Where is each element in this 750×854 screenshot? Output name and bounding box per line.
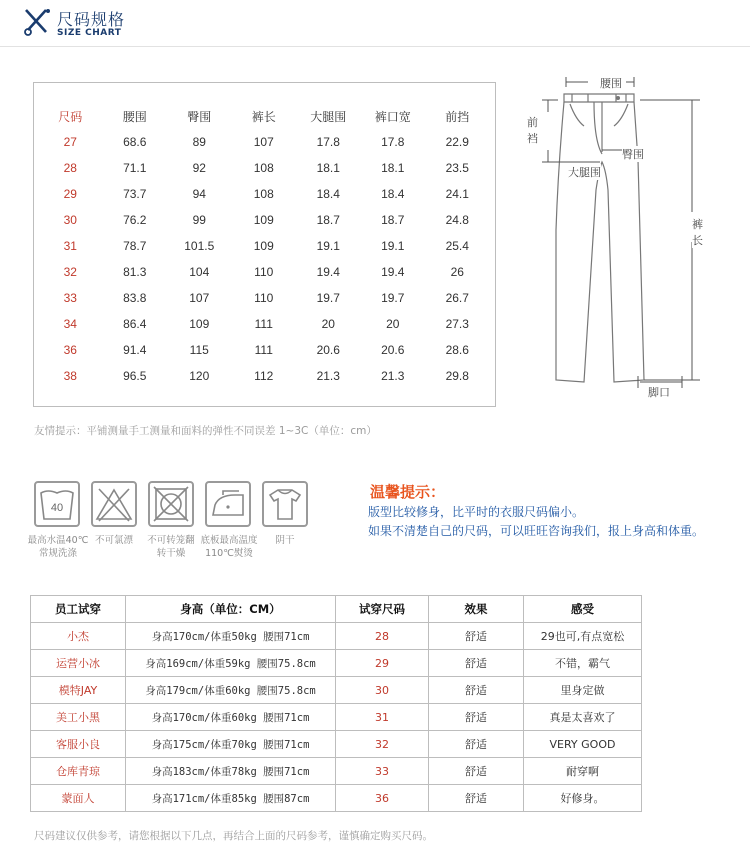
header-cell: 效果 [429,596,524,623]
header-divider [0,46,750,47]
table-row [31,785,642,812]
effect: 舒适 [429,704,524,731]
label-front-rise-1: 前 [527,116,538,129]
size-cell: 32 [63,265,77,279]
feeling: 好修身。 [524,785,642,812]
effect: 舒适 [429,731,524,758]
table-cell: 21.3 [381,369,405,383]
header-cell: 臀围 [187,109,212,124]
table-cell: 99 [192,213,206,227]
table-cell: 18.4 [381,187,405,201]
header-cell: 大腿围 [310,109,347,124]
effect: 舒适 [429,650,524,677]
table-cell: 101.5 [184,239,215,253]
body-stats: 身高170cm/体重50kg 腰围71cm [126,623,336,650]
header-cell: 前挡 [445,109,470,124]
table-cell: 109 [189,317,210,331]
try-size: 36 [336,785,429,812]
header-cell: 身高（单位：CM） [126,596,336,623]
feeling: VERY GOOD [524,731,642,758]
try-size: 32 [336,731,429,758]
table-cell: 19.1 [316,239,340,253]
table-row [31,650,642,677]
table-cell: 94 [192,187,206,201]
iron-icon [205,481,251,527]
warm-tip-line-1: 版型比较修身，比平时的衣服尺码偏小。 [368,505,585,519]
table-row [38,337,490,363]
effect: 舒适 [429,623,524,650]
table-row [38,363,490,389]
feeling: 真是太喜欢了 [524,704,642,731]
table-cell: 108 [253,187,274,201]
table-cell: 22.9 [445,135,469,149]
header-cell: 腰围 [122,109,147,124]
table-cell: 20 [386,317,400,331]
no-tumble-dry-icon [148,481,194,527]
label-hip: 臀围 [622,148,644,161]
table-row [38,259,490,285]
table-cell: 26 [450,265,464,279]
effect: 舒适 [429,677,524,704]
label-length-1: 裤 [692,218,703,231]
table-cell: 20.6 [381,343,405,357]
table-row [38,311,490,337]
size-cell: 30 [63,213,77,227]
size-cell: 31 [63,239,77,253]
effect: 舒适 [429,785,524,812]
table-cell: 112 [254,369,274,383]
header-cell: 试穿尺码 [336,596,429,623]
header-subtitle: SIZE CHART [57,28,122,38]
table-cell: 17.8 [381,135,405,149]
table-cell: 96.5 [123,369,147,383]
table-cell: 109 [253,213,274,227]
size-table-header [38,103,490,129]
shade-dry-icon [262,481,308,527]
table-cell: 111 [254,343,273,357]
table-cell: 86.4 [123,317,147,331]
size-cell: 27 [63,135,77,149]
header-cell: 裤口宽 [374,109,411,124]
table-cell: 92 [192,161,206,175]
table-cell: 19.7 [316,291,340,305]
try-on-table [30,595,642,812]
label-waist: 腰围 [600,77,622,90]
care-label-shade [262,534,308,547]
table-cell: 18.7 [381,213,405,227]
table-cell: 91.4 [123,343,147,357]
table-cell: 28.6 [445,343,469,357]
try-size: 29 [336,650,429,677]
staff-name: 仓库青琼 [31,758,126,785]
table-cell: 26.7 [445,291,469,305]
table-cell: 20.6 [316,343,340,357]
table-row [31,623,642,650]
feeling: 不错，霸气 [524,650,642,677]
try-size: 31 [336,704,429,731]
staff-name: 蒙面人 [31,785,126,812]
table-cell: 29.8 [445,369,469,383]
header-cell: 裤长 [251,109,276,124]
table-cell: 107 [253,135,274,149]
care-label-line: 不可氯漂 [94,535,133,546]
size-cell: 34 [63,317,77,331]
table-row [38,129,490,155]
care-label-line: 最高水温40℃ [27,535,89,546]
table-cell: 81.3 [123,265,147,279]
feeling: 里身定做 [524,677,642,704]
table-row [38,207,490,233]
table-cell: 76.2 [123,213,147,227]
care-label-line: 110℃熨烫 [205,548,253,559]
table-cell: 73.7 [123,187,147,201]
care-label-wash [26,534,90,560]
section-header [24,6,744,42]
table-cell: 108 [253,161,274,175]
table-cell: 120 [189,369,210,383]
table-cell: 25.4 [445,239,469,253]
table-cell: 78.7 [123,239,147,253]
table-row [31,758,642,785]
size-cell: 29 [63,187,77,201]
care-label-dry [143,534,199,560]
try-size: 30 [336,677,429,704]
table-cell: 19.7 [381,291,405,305]
try-size: 28 [336,623,429,650]
table-row [38,181,490,207]
warm-tip-line-2: 如果不清楚自己的尺码，可以旺旺咨询我们，报上身高和体重。 [368,524,705,538]
measure-tip: 友情提示：平铺测量手工测量和面料的弹性不同误差 1~3C（单位：cm） [34,425,377,437]
table-cell: 71.1 [123,161,147,175]
staff-name: 小杰 [31,623,126,650]
table-cell: 27.3 [445,317,469,331]
staff-name: 美工小黑 [31,704,126,731]
care-label-line: 不可转笼翻 [147,535,195,546]
label-hem: 脚口 [648,386,670,399]
try-on-header [31,596,642,623]
no-bleach-icon [91,481,137,527]
table-cell: 23.5 [445,161,469,175]
wash-40-icon [34,481,80,527]
care-label-line: 转干燥 [156,548,186,559]
care-label-iron [198,534,260,560]
bottom-tip: 尺码建议仅供参考，请您根据以下几点，再结合上面的尺码参考，谨慎确定购买尺码。 [34,830,433,842]
table-cell: 110 [254,265,274,279]
feeling: 耐穿啊 [524,758,642,785]
staff-name: 客服小良 [31,731,126,758]
table-cell: 18.1 [381,161,405,175]
table-cell: 89 [192,135,206,149]
table-cell: 18.4 [316,187,340,201]
label-thigh: 大腿围 [568,166,601,179]
feeling: 29也可,有点宽松 [524,623,642,650]
header-cell: 尺码 [58,109,83,124]
warm-tip-title: 温馨提示： [370,483,446,501]
table-row [31,704,642,731]
table-cell: 24.8 [445,213,469,227]
try-size: 33 [336,758,429,785]
table-cell: 110 [254,291,274,305]
size-cell: 33 [63,291,77,305]
wash-temp: 40 [50,502,64,514]
table-row [38,285,490,311]
table-cell: 107 [189,291,210,305]
body-stats: 身高171cm/体重85kg 腰围87cm [126,785,336,812]
table-cell: 104 [189,265,210,279]
table-cell: 21.3 [316,369,340,383]
table-cell: 115 [189,343,209,357]
needle-scissors-icon [24,6,50,36]
table-cell: 109 [253,239,274,253]
size-table [38,103,490,389]
table-row [31,731,642,758]
table-cell: 83.8 [123,291,147,305]
table-cell: 68.6 [123,135,147,149]
body-stats: 身高179cm/体重60kg 腰围75.8cm [126,677,336,704]
table-cell: 18.1 [316,161,340,175]
care-label-line: 底板最高温度 [200,535,258,546]
table-cell: 19.4 [381,265,405,279]
table-cell: 19.4 [316,265,340,279]
table-row [38,155,490,181]
label-front-rise-2: 裆 [527,132,538,145]
care-label-line: 常规洗涤 [38,548,77,559]
body-stats: 身高170cm/体重60kg 腰围71cm [126,704,336,731]
pants-outline-icon [522,70,737,405]
table-cell: 20 [321,317,335,331]
size-cell: 36 [63,343,77,357]
table-cell: 19.1 [381,239,405,253]
size-table-box [33,82,496,407]
header-cell: 员工试穿 [31,596,126,623]
body-stats: 身高169cm/体重59kg 腰围75.8cm [126,650,336,677]
header-title: 尺码规格 [57,10,126,29]
size-cell: 38 [63,369,77,383]
table-cell: 111 [254,317,273,331]
staff-name: 模特JAY [31,677,126,704]
body-stats: 身高183cm/体重78kg 腰围71cm [126,758,336,785]
staff-name: 运营小冰 [31,650,126,677]
pants-diagram [522,70,737,405]
table-cell: 18.7 [316,213,340,227]
table-row [38,233,490,259]
care-label-line: 阴干 [275,535,295,546]
label-length-2: 长 [692,234,703,247]
care-label-bleach [86,534,142,547]
size-cell: 28 [63,161,77,175]
effect: 舒适 [429,758,524,785]
table-cell: 17.8 [316,135,340,149]
body-stats: 身高175cm/体重70kg 腰围71cm [126,731,336,758]
table-row [31,677,642,704]
header-cell: 感受 [524,596,642,623]
table-cell: 24.1 [445,187,469,201]
